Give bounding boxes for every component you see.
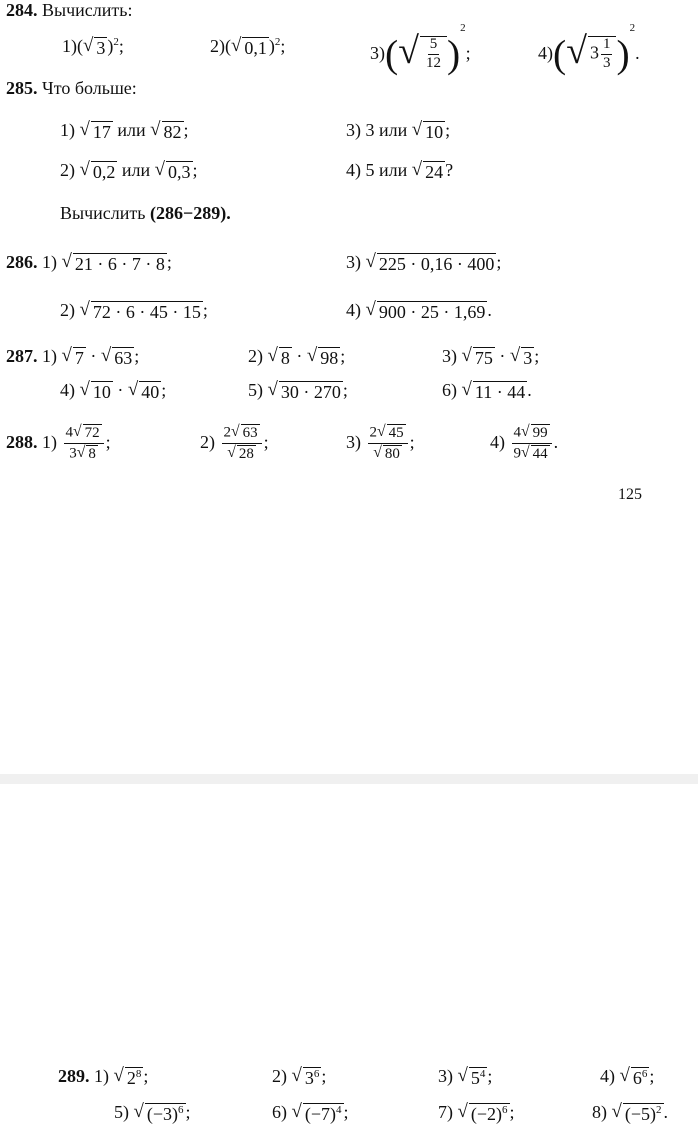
- problem-289-item-2: 2) √ $3^6$ ;: [272, 1065, 327, 1089]
- problem-285-header: [6, 78, 137, 99]
- problem-284-item-2: 2)( √ 0,1 )$^2$;: [210, 35, 286, 59]
- problem-number: 284.: [6, 0, 38, 20]
- problem-285-item-2: 2) √ 0,2 или √ 0,3 ;: [60, 159, 198, 183]
- page-divider: [0, 774, 698, 784]
- problem-instruction: Вычислить:: [42, 0, 133, 20]
- problem-284-item-1: 1)( √ 3 )$^2$;: [62, 35, 124, 59]
- problem-number: 285.: [6, 78, 38, 98]
- problem-285-item-3: 3) 3 или √ 10 ;: [346, 119, 451, 143]
- problem-286-item-1: 286. 1) √ 21 · 6 · 7 · 8 ;: [6, 251, 172, 275]
- problem-287-item-1: 287. 1) √ 7 · √ 63 ;: [6, 345, 140, 369]
- problem-289-item-4: 4) √ $6^6$ ;: [600, 1065, 655, 1089]
- problem-number: 289.: [58, 1066, 90, 1086]
- problem-289-item-3: 3) √ $5^4$ ;: [438, 1065, 493, 1089]
- problem-287-item-6: 6) √ 11 · 44 .: [442, 379, 532, 403]
- problem-288-item-3: 3) 2 √ 45 √ 80 ;: [346, 423, 415, 463]
- problem-number: 286.: [6, 252, 38, 272]
- problem-289-item-5: 5) √ $(-3)^6$ ;: [114, 1101, 191, 1125]
- section-instruction: Вычислить (286−289).: [60, 203, 231, 223]
- problem-number: 287.: [6, 346, 38, 366]
- problem-number: 288.: [6, 431, 38, 452]
- problem-286-item-4: 4) √ 900 · 25 · 1,69 .: [346, 299, 492, 323]
- problem-284-item-4: 4)( √ 3 $\frac{1}{3}$ )$^2$.: [538, 22, 640, 77]
- problem-288-item-1: 288. 1) 4 √ 72 3 √ 8 ;: [6, 423, 111, 463]
- problem-289-item-6: 6) √ $(-7)^4$ ;: [272, 1101, 349, 1125]
- problem-288-item-2: 2) 2 √ 63 √ 28 ;: [200, 423, 269, 463]
- problem-285-item-1: 1) √ 17 или √ 82 ;: [60, 119, 189, 143]
- problem-286-item-3: 3) √ 225 · 0,16 · 400 ;: [346, 251, 502, 275]
- problem-284-header: [6, 0, 132, 21]
- problem-287-item-2: 2) √ 8 · √ 98 ;: [248, 345, 346, 369]
- page-number: 125: [618, 486, 642, 503]
- problem-287-item-3: 3) √ 75 · √ 3 ;: [442, 345, 540, 369]
- problem-288-item-4: 4) 4 √ 99 9 √ 44 .: [490, 423, 559, 463]
- problem-284-item-3: 3)( √ $\frac{5}{12}$ )$^2$;: [370, 22, 471, 77]
- problem-289-item-1: 289. 1) √ $2^8$ ;: [58, 1065, 149, 1089]
- problem-287-item-4: 4) √ 10 · √ 40 ;: [60, 379, 167, 403]
- problem-289-item-8: 8) √ $(-5)^2$ .: [592, 1101, 669, 1125]
- problem-287-item-5: 5) √ 30 · 270 ;: [248, 379, 348, 403]
- problem-instruction: Что больше:: [42, 78, 137, 98]
- problem-289-item-7: 7) √ $(-2)^6$ ;: [438, 1101, 515, 1125]
- problem-285-item-4: 4) 5 или √ 24 ?: [346, 159, 454, 183]
- problem-286-item-2: 2) √ 72 · 6 · 45 · 15 ;: [60, 299, 208, 323]
